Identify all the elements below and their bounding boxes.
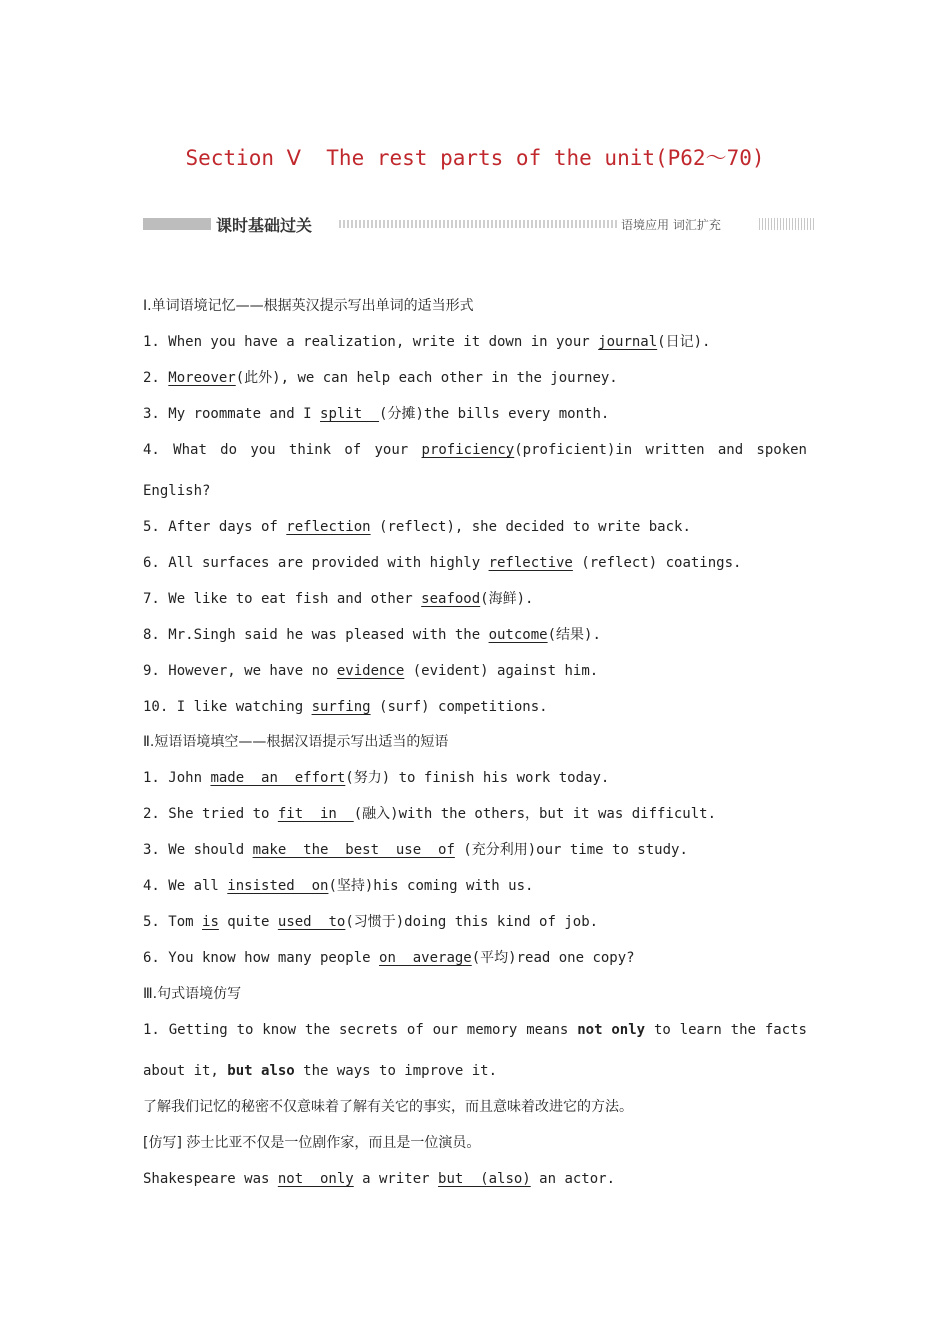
part1-question-1: 1. When you have a realization, write it down in your journal(日记). bbox=[143, 334, 711, 350]
part1-question-5: 5. After days of reflection (reflect), she decided to write back. bbox=[143, 519, 691, 535]
part2-heading: Ⅱ.短语语境填空——根据汉语提示写出适当的短语 bbox=[143, 734, 449, 750]
answer: made an effort bbox=[210, 770, 346, 786]
banner-label: 课时基础过关 bbox=[216, 216, 313, 235]
part1-question-4-continued: English? bbox=[143, 483, 211, 499]
part2-question-1: 1. John made an effort(努力) to finish his work today. bbox=[143, 770, 610, 786]
answer: outcome bbox=[488, 627, 548, 643]
bold-phrase: but also bbox=[227, 1063, 295, 1079]
part3-question-1-continued: about it, but also the ways to improve it. bbox=[143, 1063, 498, 1079]
answer: seafood bbox=[421, 591, 481, 607]
banner-middle-bar bbox=[339, 220, 619, 228]
part1-question-8: 8. Mr.Singh said he was pleased with the outcome(结果). bbox=[143, 627, 601, 643]
part2-question-2: 2. She tried to fit in (融入)with the others，but it was difficult. bbox=[143, 806, 717, 822]
section-banner bbox=[143, 212, 814, 238]
part3-imitation-answer: Shakespeare was not only a writer but (also) an actor. bbox=[143, 1171, 616, 1187]
answer: reflection bbox=[286, 519, 371, 535]
answer: proficiency bbox=[421, 442, 515, 458]
part1-question-9: 9. However, we have no evidence (evident) against him. bbox=[143, 663, 599, 679]
answer: split bbox=[320, 406, 380, 422]
part1-question-3: 3. My roommate and I split (分摊)the bills every month. bbox=[143, 406, 610, 422]
answer: not only bbox=[277, 1171, 354, 1187]
answer: journal bbox=[598, 334, 658, 350]
answer: is bbox=[202, 914, 219, 930]
answer: evidence bbox=[336, 663, 405, 679]
part3-question-1: 1. Getting to know the secrets of our memory means not only to learn the facts bbox=[143, 1022, 807, 1038]
part3-translation: 了解我们记忆的秘密不仅意味着了解有关它的事实，而且意味着改进它的方法。 bbox=[143, 1099, 633, 1115]
answer: surfing bbox=[311, 699, 371, 715]
answer: insisted on bbox=[227, 878, 329, 894]
answer: Moreover bbox=[168, 370, 236, 386]
answer: used to bbox=[277, 914, 346, 930]
answer: on average bbox=[379, 950, 472, 966]
part1-question-4: 4. What do you think of your proficiency(proficient)in written and spoken bbox=[143, 442, 807, 458]
part2-question-5: 5. Tom is quite used to(习惯于)doing this kind of job. bbox=[143, 914, 599, 930]
part2-question-4: 4. We all insisted on(坚持)his coming with us. bbox=[143, 878, 534, 894]
part1-question-10: 10. I like watching surfing (surf) competitions. bbox=[143, 699, 548, 715]
banner-left-bar bbox=[143, 218, 211, 230]
part1-heading: Ⅰ.单词语境记忆——根据英汉提示写出单词的适当形式 bbox=[143, 298, 474, 314]
bold-phrase: not only bbox=[577, 1022, 646, 1038]
page-title: Section Ⅴ The rest parts of the unit(P62～70) bbox=[185, 146, 765, 170]
part2-question-3: 3. We should make the best use of (充分利用)our time to study. bbox=[143, 842, 688, 858]
part1-question-7: 7. We like to eat fish and other seafood(海鲜). bbox=[143, 591, 534, 607]
part1-question-6: 6. All surfaces are provided with highly reflective (reflect) coatings. bbox=[143, 555, 742, 571]
answer: fit in bbox=[277, 806, 354, 822]
part3-imitation-prompt: [仿写] 莎士比亚不仅是一位剧作家，而且是一位演员。 bbox=[143, 1135, 481, 1151]
banner-right-bar bbox=[759, 218, 814, 230]
answer: reflective bbox=[488, 555, 573, 571]
banner-subtitle: 语境应用 词汇扩充 bbox=[621, 218, 721, 232]
answer: make the best use of bbox=[252, 842, 455, 858]
answer: but (also) bbox=[438, 1171, 531, 1187]
part2-question-6: 6. You know how many people on average(平均)read one copy? bbox=[143, 950, 635, 966]
part1-question-2: 2. Moreover(此外), we can help each other in the journey. bbox=[143, 370, 618, 386]
part3-heading: Ⅲ.句式语境仿写 bbox=[143, 986, 242, 1002]
